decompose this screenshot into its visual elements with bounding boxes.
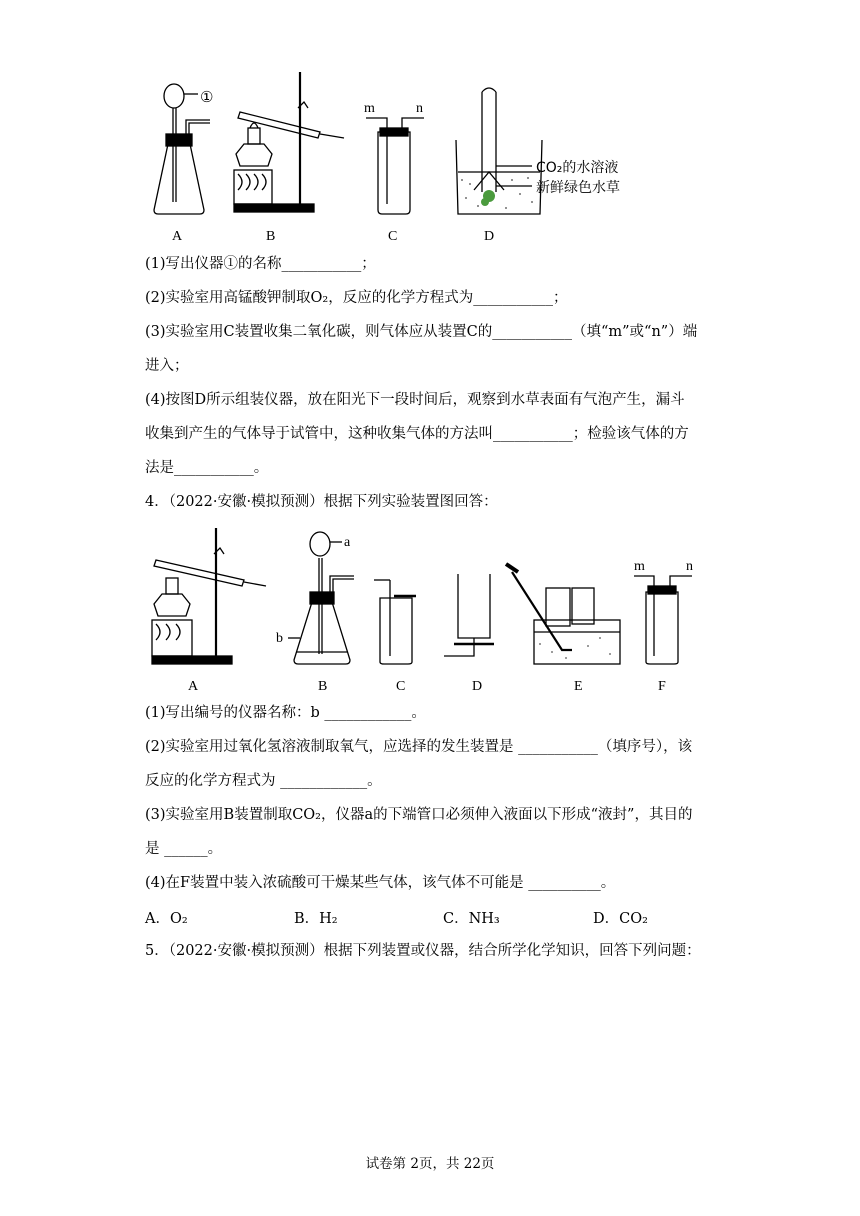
q4-line-4: (3)实验室用B装置制取CO₂，仪器a的下端管口必须伸入液面以下形成“液封”，其目的 (145, 807, 693, 823)
q3-line-6: 收集到产生的气体导于试管中，这种收集气体的方法叫___________；检验该气体的方 (145, 426, 689, 442)
q4-option-d: D．CO₂ (593, 911, 648, 927)
q4-line-6: (4)在F装置中装入浓硫酸可干燥某些气体，该气体不可能是 __________。 (145, 875, 616, 891)
q3-line-5: (4)按图D所示组装仪器，放在阳光下一段时间后，观察到水草表面有气泡产生，漏斗 (145, 392, 685, 408)
figure2-label-e-letter: E (574, 679, 583, 694)
figure1-label-d: D (484, 229, 495, 244)
q4-line-1: (1)写出编号的仪器名称：b ____________。 (145, 705, 426, 721)
q3-line-3: (3)实验室用C装置收集二氧化碳，则气体应从装置C的___________（填“m”或“n”）端 (145, 324, 698, 340)
figure1-label-c: C (388, 229, 398, 244)
figure2-label-a: a (344, 535, 351, 550)
figure1-port-n: n (416, 101, 423, 116)
figure2-label-b: b (276, 631, 283, 646)
figure2-label-c-letter: C (396, 679, 406, 694)
figure-apparatus-1 (140, 62, 660, 247)
q3-line-7: 法是___________。 (145, 460, 269, 476)
q5-title: 5．（2022·安徽·模拟预测）根据下列装置或仪器，结合所学化学知识，回答下列问题： (145, 943, 701, 959)
q4-option-c: C．NH₃ (443, 911, 500, 927)
q4-line-2: (2)实验室用过氧化氢溶液制取氧气，应选择的发生装置是 ___________（填序号），该 (145, 739, 693, 755)
figure1-label-b: B (266, 229, 276, 244)
q4-option-b: B．H₂ (294, 911, 338, 927)
figure-apparatus-2 (140, 520, 720, 700)
q4-line-5: 是 ______。 (145, 841, 223, 857)
figure1-marker: ① (200, 90, 214, 106)
figure2-label-f-letter: F (658, 679, 666, 694)
q3-line-2: (2)实验室用高锰酸钾制取O₂，反应的化学方程式为___________； (145, 290, 568, 306)
figure2-label-b-letter: B (318, 679, 328, 694)
q3-line-1: (1)写出仪器①的名称___________； (145, 256, 376, 272)
figure2-port-n: n (686, 559, 693, 574)
figure1-label-a: A (172, 229, 183, 244)
page-footer: 试卷第 2页，共 22页 (365, 1156, 495, 1172)
q4-title: 4．（2022·安徽·模拟预测）根据下列实验装置图回答： (145, 494, 498, 510)
figure2-label-a-letter: A (188, 679, 199, 694)
figure1-port-m: m (364, 101, 375, 116)
figure2-label-d-letter: D (472, 679, 483, 694)
figure2-port-m: m (634, 559, 645, 574)
q4-option-a: A．O₂ (145, 911, 188, 927)
q3-line-4: 进入； (145, 358, 189, 374)
figure1-legend-2: 新鲜绿色水草 (536, 180, 620, 196)
figure1-legend-1: CO₂的水溶液 (536, 160, 619, 176)
q4-line-3: 反应的化学方程式为 ____________。 (145, 773, 382, 789)
